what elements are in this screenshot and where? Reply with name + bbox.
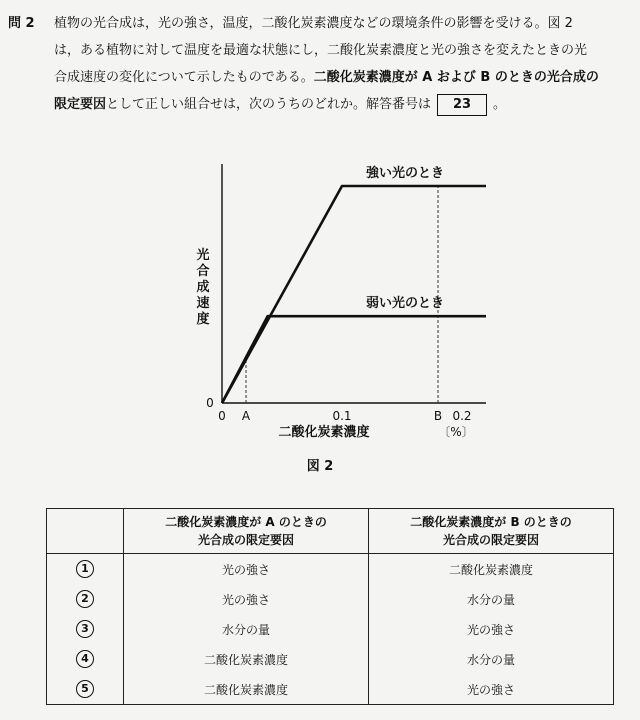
option-a-cell: 光の強さ — [124, 584, 369, 614]
header-cell-a: 二酸化炭素濃度が A のときの 光合成の限定要因 — [124, 509, 369, 554]
table-row — [47, 644, 614, 674]
series-line-0 — [222, 186, 486, 403]
series-label-1: 弱い光のとき — [366, 296, 445, 312]
option-a-cell: 水分の量 — [124, 614, 369, 644]
x-axis-unit: 〔%〕 — [438, 425, 474, 439]
option-b-cell: 光の強さ — [369, 614, 614, 644]
table-header-row — [47, 509, 614, 554]
option-number-cell — [47, 644, 124, 674]
table-row — [47, 554, 614, 585]
option-number-circle: 1 — [76, 560, 94, 578]
line3-plain: 合成速度の変化について示したものである。 — [54, 70, 314, 85]
option-number-circle: 4 — [76, 650, 94, 668]
question-number: 問 2 — [8, 16, 35, 31]
x-axis-label: 二酸化炭素濃度 — [278, 425, 370, 440]
question-line-2: は，ある植物に対して温度を最適な状態にし，二酸化炭素濃度と光の強さを変えたときの光 — [54, 43, 588, 58]
table-row — [47, 584, 614, 614]
option-number-cell — [47, 614, 124, 644]
option-number-circle: 2 — [76, 590, 94, 608]
x-tick-label-3: B — [433, 409, 443, 423]
table-row — [47, 674, 614, 705]
table-body — [47, 554, 614, 705]
line4-end: 。 — [493, 97, 507, 112]
option-b-cell: 水分の量 — [369, 644, 614, 674]
figure-caption: 図 2 — [306, 459, 334, 474]
x-origin-label: 0 — [218, 409, 226, 423]
answer-table — [46, 508, 614, 705]
table-row — [47, 614, 614, 644]
option-a-cell: 二酸化炭素濃度 — [124, 644, 369, 674]
option-number-circle: 5 — [76, 680, 94, 698]
option-number-cell — [47, 674, 124, 705]
line4-bold: 限定要因 — [54, 97, 107, 112]
x-tick-label-2: 0.1 — [332, 409, 352, 423]
answer-number-box: 23 — [437, 94, 487, 116]
series-label-0: 強い光のとき — [366, 166, 445, 181]
option-a-cell: 二酸化炭素濃度 — [124, 674, 369, 705]
option-b-cell: 光の強さ — [369, 674, 614, 705]
x-tick-label-4: 0.2 — [452, 409, 472, 423]
question-line-1: 植物の光合成は，光の強さ，温度，二酸化炭素濃度などの環境条件の影響を受ける。図 2 — [54, 16, 573, 31]
option-b-cell: 水分の量 — [369, 584, 614, 614]
line4-plain: として正しい組合せは，次のうちのどれか。解答番号は — [106, 97, 432, 112]
option-number-circle: 3 — [76, 620, 94, 638]
header-cell-b: 二酸化炭素濃度が B のときの 光合成の限定要因 — [369, 509, 614, 554]
line3-bold: 二酸化炭素濃度が A および B のときの光合成の — [313, 70, 599, 85]
y-axis-label: 光合成速度 — [196, 248, 210, 327]
option-number-cell — [47, 584, 124, 614]
option-b-cell: 二酸化炭素濃度 — [369, 554, 614, 585]
y-origin-label: 0 — [206, 396, 214, 410]
series-line-1 — [222, 316, 486, 403]
header-cell-0 — [47, 509, 124, 554]
option-number-cell — [47, 554, 124, 585]
option-a-cell: 光の強さ — [124, 554, 369, 585]
x-tick-label-1: A — [241, 409, 251, 423]
